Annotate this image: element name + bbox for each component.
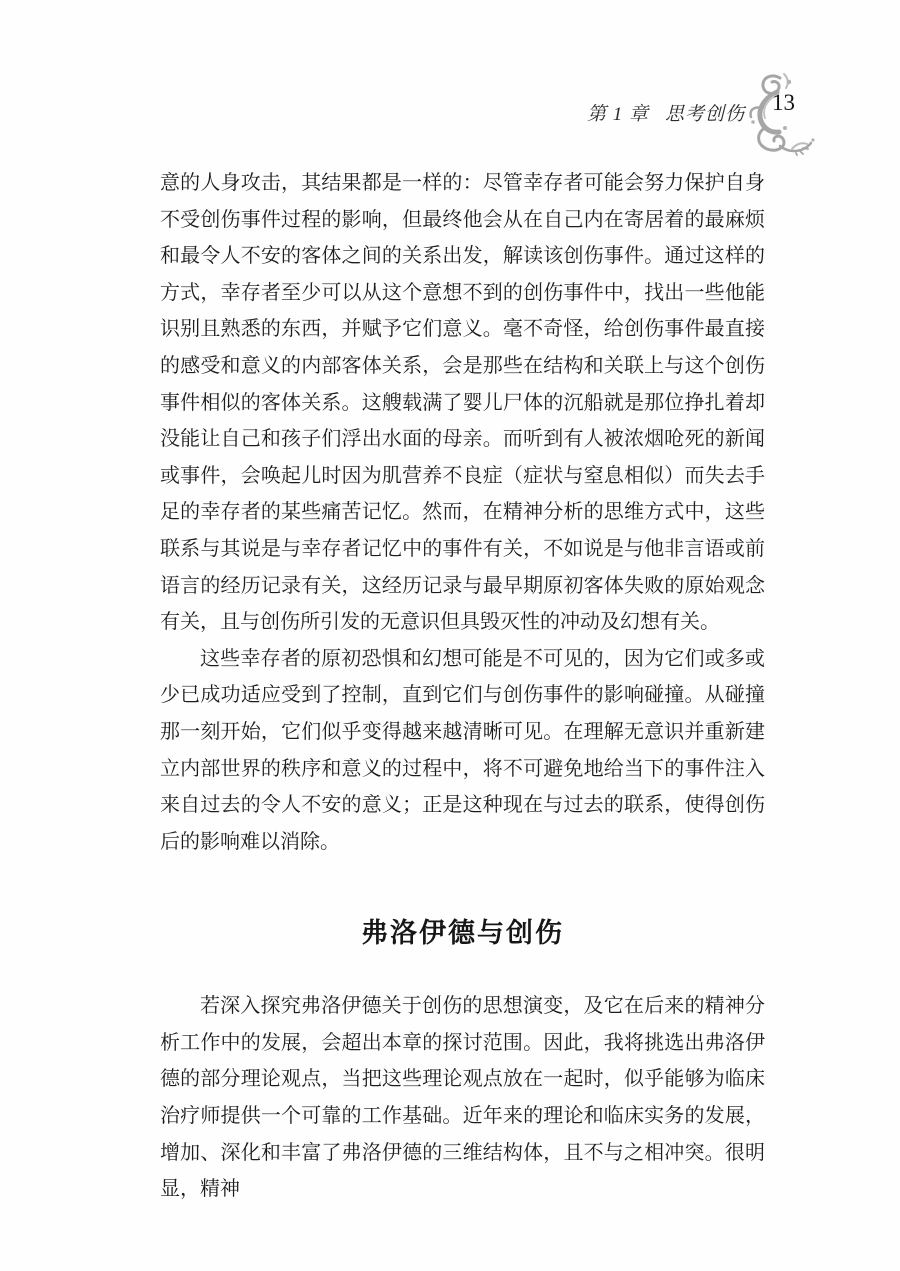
page-body xyxy=(160,165,765,1208)
running-head xyxy=(0,99,745,126)
paragraph-continued: 意的人身攻击，其结果都是一样的：尽管幸存者可能会努力保护自身不受创伤事件过程的影响，但最终他会从在自己内在寄居着的最麻烦和最令人不安的客体之间的关系出发，解读该创伤事件。通过这样的方式，幸存者至少可以从这个意想不到的创伤事件中，找出一些他能识别且熟悉的东西，并赋予它们意义。毫不奇怪，给创伤事件最直接的感受和意义的内部客体关系，会是那些在结构和关联上与这个创伤事件相似的客体关系。这艘载满了婴儿尸体的沉船就是那位挣扎着却没能让自己和孩子们浮出水面的母亲。而听到有人被浓烟呛死的新闻或事件，会唤起儿时因为肌营养不良症（症状与窒息相似）而失去手足的幸存者的某些痛苦记忆。然而，在精神分析的思维方式中，这些联系与其说是与幸存者记忆中的事件有关，不如说是与他非言语或前语言的经历记录有关，这经历记录与最早期原初客体失败的原始观念有关，且与创伤所引发的无意识但具毁灭性的冲动及幻想有关。 xyxy=(160,172,765,634)
running-head-chapter: 第 1 章 xyxy=(586,104,649,125)
running-head-title: 思考创伤 xyxy=(664,104,745,125)
paragraph: 若深入探究弗洛伊德关于创伤的思想演变，及它在后来的精神分析工作中的发展，会超出本章的探讨范围。因此，我将挑选出弗洛伊德的部分理论观点，当把这些理论观点放在一起时，似乎能够为临床治疗师提供一个可靠的工作基础。近年来的理论和临床实务的发展，增加、深化和丰富了弗洛伊德的三维结构体，且不与之相冲突。很明显，精神 xyxy=(160,995,765,1201)
paragraph: 这些幸存者的原初恐惧和幻想可能是不可见的，因为它们或多或少已成功适应受到了控制，直到它们与创伤事件的影响碰撞。从碰撞那一刻开始，它们似乎变得越来越清晰可见。在理解无意识并重新建立内部世界的秩序和意义的过程中，将不可避免地给当下的事件注入来自过去的令人不安的意义；正是这种现在与过去的联系，使得创伤后的影响难以消除。 xyxy=(160,647,765,853)
section-heading: 弗洛伊德与创伤 xyxy=(361,918,564,949)
page-number: 13 xyxy=(772,90,795,115)
